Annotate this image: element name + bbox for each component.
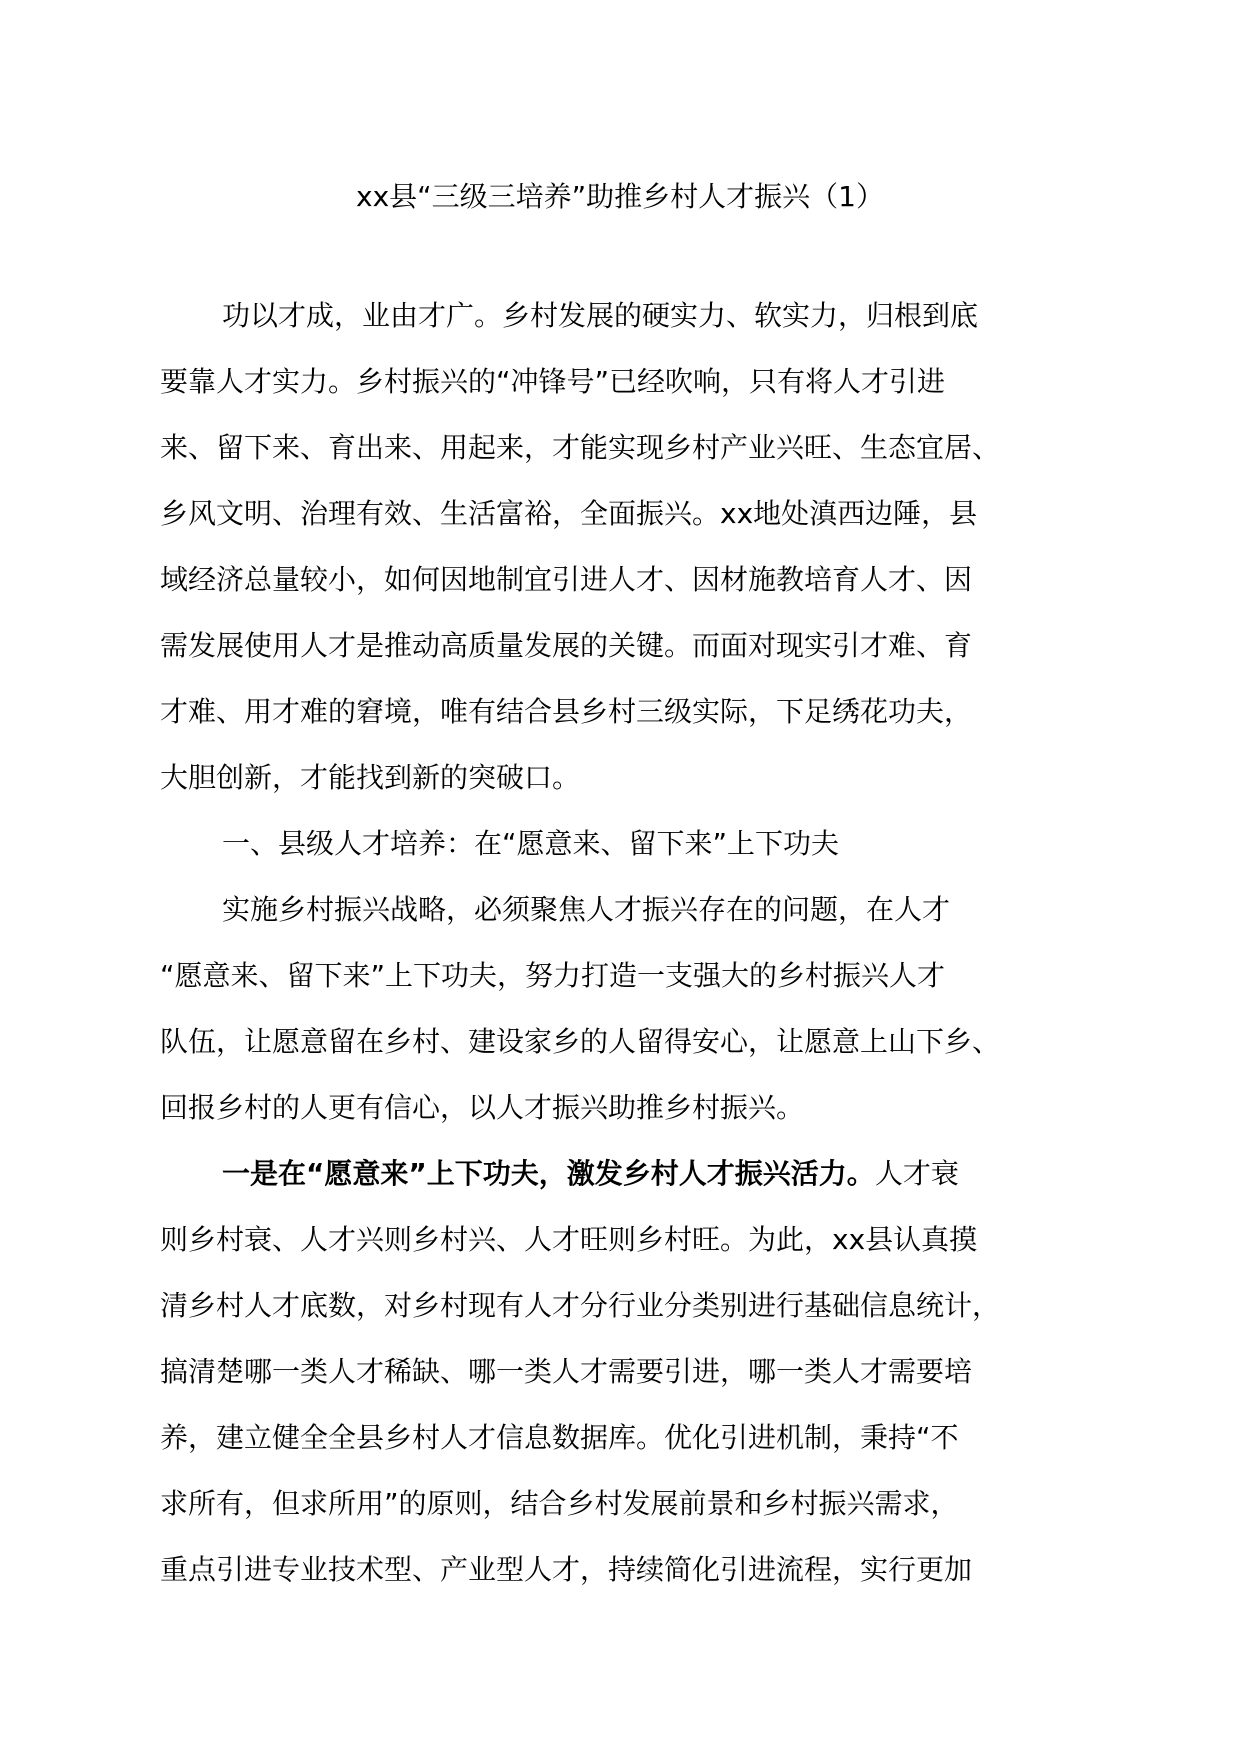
section-heading xyxy=(160,811,1120,877)
paragraph-line: 重点引进专业技术型、产业型人才，持续简化引进流程，实行更加 xyxy=(160,1553,973,1586)
paragraph-line: 搞清楚哪一类人才稀缺、哪一类人才需要引进，哪一类人才需要培 xyxy=(160,1355,973,1388)
document-body xyxy=(160,283,1120,1603)
paragraph-line: 域经济总量较小，如何因地制宜引进人才、因材施教培育人才、因 xyxy=(160,563,973,596)
paragraph-line: 回报乡村的人更有信心，以人才振兴助推乡村振兴。 xyxy=(160,1091,805,1124)
paragraph-line: 来、留下来、育出来、用起来，才能实现乡村产业兴旺、生态宜居、 xyxy=(160,431,1001,464)
paragraph-line xyxy=(160,1141,1120,1207)
paragraph-line: 养，建立健全全县乡村人才信息数据库。优化引进机制，秉持“不 xyxy=(160,1421,959,1454)
paragraph-line: 功以才成，业由才广。乡村发展的硬实力、软实力，归根到底 xyxy=(222,299,979,332)
paragraph-line: “愿意来、留下来”上下功夫，努力打造一支强大的乡村振兴人才 xyxy=(160,959,946,992)
paragraph-intro xyxy=(160,283,1120,811)
paragraph-line: 队伍，让愿意留在乡村、建设家乡的人留得安心，让愿意上山下乡、 xyxy=(160,1025,1001,1058)
paragraph-line: 清乡村人才底数，对乡村现有人才分行业分类别进行基础信息统计， xyxy=(160,1289,1001,1322)
paragraph-line: 乡风文明、治理有效、生活富裕，全面振兴。xx地处滇西边陲，县 xyxy=(160,497,978,530)
document-title: xx县“三级三培养”助推乡村人才振兴（1） xyxy=(356,180,884,213)
section-heading-text: 一、县级人才培养：在“愿意来、留下来”上下功夫 xyxy=(222,827,840,860)
paragraph-section-intro xyxy=(160,877,1120,1141)
paragraph-line: 才难、用才难的窘境，唯有结合县乡村三级实际，下足绣花功夫， xyxy=(160,695,973,728)
paragraph-line: 求所有，但求所用”的原则，结合乡村发展前景和乡村振兴需求， xyxy=(160,1487,959,1520)
lead-line-continuation: 人才衰 xyxy=(874,1157,959,1190)
paragraph-line: 要靠人才实力。乡村振兴的“冲锋号”已经吹响，只有将人才引进 xyxy=(160,365,946,398)
bold-lead-sentence: 一是在“愿意来”上下功夫，激发乡村人才振兴活力。 xyxy=(222,1157,875,1190)
paragraph-point-one xyxy=(160,1141,1120,1603)
paragraph-line: 则乡村衰、人才兴则乡村兴、人才旺则乡村旺。为此，xx县认真摸 xyxy=(160,1223,978,1256)
paragraph-line: 大胆创新，才能找到新的突破口。 xyxy=(160,761,581,794)
paragraph-line: 实施乡村振兴战略，必须聚焦人才振兴存在的问题，在人才 xyxy=(222,893,951,926)
paragraph-line: 需发展使用人才是推动高质量发展的关键。而面对现实引才难、育 xyxy=(160,629,973,662)
